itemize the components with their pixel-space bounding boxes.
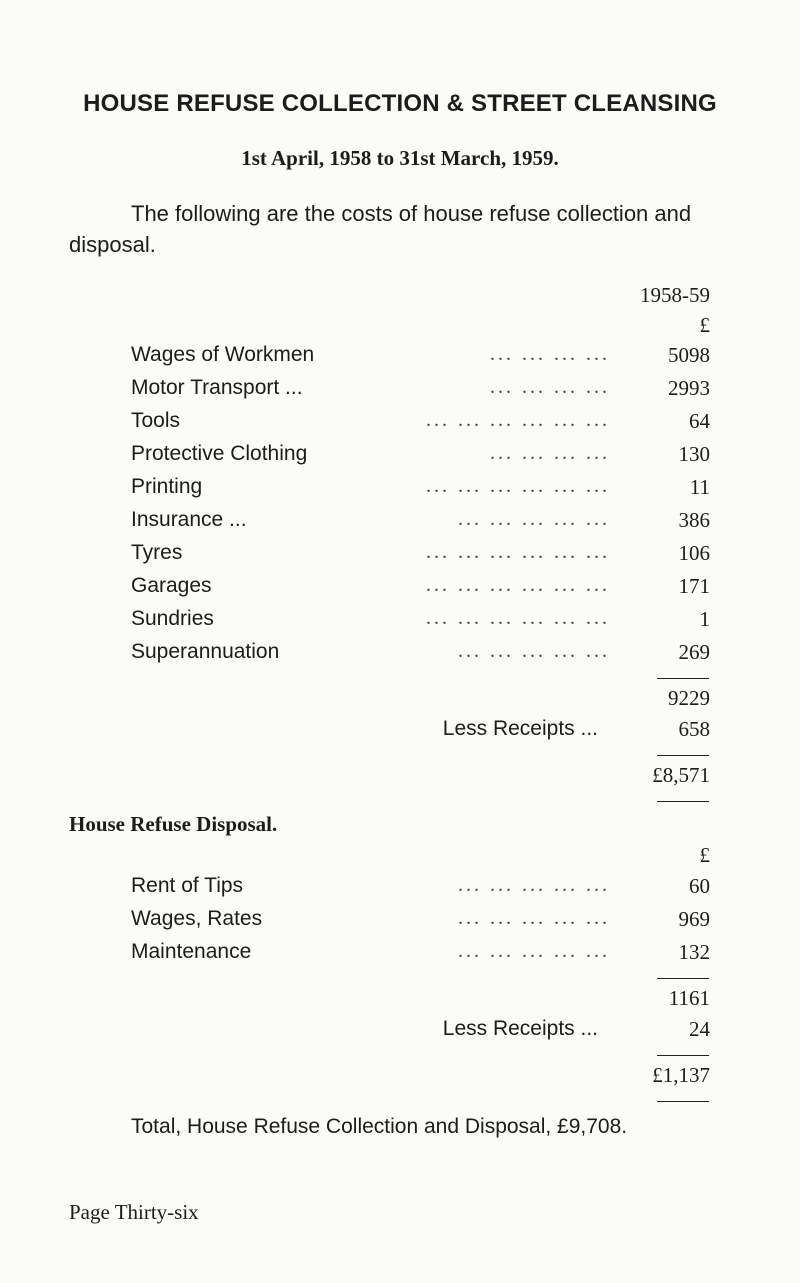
row-label: Tools [131,409,181,432]
less-receipts-label: Less Receipts ... [442,717,598,740]
less-receipts-value: 658 [678,717,710,741]
row-value: 64 [689,409,710,433]
row-value: 60 [689,874,710,898]
row-value: 132 [678,940,710,964]
leader-dots: ... ... ... ... ... ... [426,541,610,563]
row-label: Insurance ... [131,508,247,531]
row-value: 386 [678,508,710,532]
row-value: 171 [678,574,710,598]
period-subtitle: 1st April, 1958 to 31st March, 1959. [241,146,559,170]
sum-rule [657,1101,709,1102]
disposal-subtotal: 1161 [668,986,710,1010]
leader-dots: ... ... ... ... [490,376,610,398]
less-receipts-value: 24 [689,1017,710,1041]
sum-rule [657,1055,709,1056]
leader-dots: ... ... ... ... ... [458,874,610,896]
row-label: Maintenance [131,940,252,963]
less-receipts-label: Less Receipts ... [442,1017,598,1040]
row-value: 969 [678,907,710,931]
leader-dots: ... ... ... ... ... [458,640,610,662]
page-footer: Page Thirty-six [69,1200,199,1224]
row-value: 11 [689,475,710,499]
collection-subtotal: 9229 [668,686,710,710]
currency-heading: £ [699,313,710,337]
row-label: Wages, Rates [131,907,263,930]
row-label: Protective Clothing [131,442,308,465]
row-label: Rent of Tips [131,874,244,897]
leader-dots: ... ... ... ... ... ... [426,475,610,497]
row-label: Garages [131,574,212,597]
intro-line-1: The following are the costs of house refuse collection and [131,201,692,226]
row-value: 5098 [668,343,710,367]
intro-line-2: disposal. [69,232,156,257]
section-heading: House Refuse Disposal. [69,812,278,836]
row-label: Superannuation [131,640,280,663]
sum-rule [657,678,709,679]
row-label: Wages of Workmen [131,343,315,366]
row-label: Printing [131,475,203,498]
leader-dots: ... ... ... ... [490,343,610,365]
row-value: 269 [678,640,710,664]
leader-dots: ... ... ... ... ... [458,508,610,530]
row-label: Tyres [131,541,183,564]
leader-dots: ... ... ... ... ... [458,907,610,929]
disposal-net-total: £1,137 [652,1063,710,1087]
leader-dots: ... ... ... ... ... ... [426,607,610,629]
currency-heading: £ [699,843,710,867]
sum-rule [657,755,709,756]
page-title: HOUSE REFUSE COLLECTION & STREET CLEANSING [83,90,717,117]
row-label: Motor Transport ... [131,376,303,399]
collection-net-total: £8,571 [652,763,710,787]
year-heading: 1958-59 [640,283,710,307]
sum-rule [657,978,709,979]
leader-dots: ... ... ... ... ... ... [426,574,610,596]
leader-dots: ... ... ... ... ... [458,940,610,962]
leader-dots: ... ... ... ... ... ... [426,409,610,431]
grand-total-line: Total, House Refuse Collection and Disposal, £9,708. [131,1115,628,1138]
row-value: 1 [699,607,710,631]
row-label: Sundries [131,607,214,630]
row-value: 130 [678,442,710,466]
leader-dots: ... ... ... ... [490,442,610,464]
row-value: 2993 [668,376,710,400]
sum-rule [657,801,709,802]
row-value: 106 [678,541,710,565]
